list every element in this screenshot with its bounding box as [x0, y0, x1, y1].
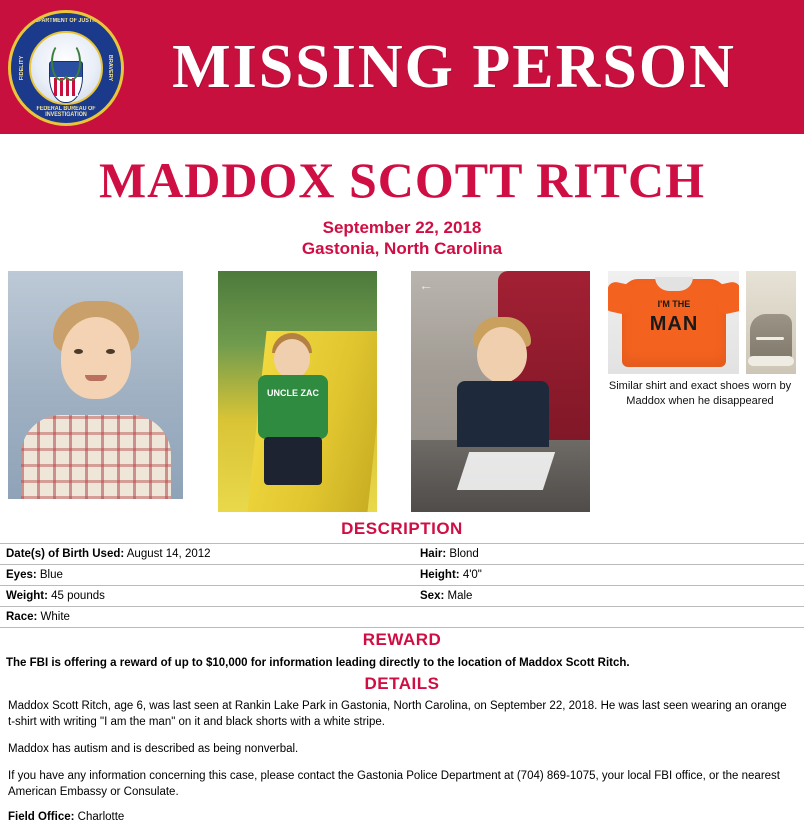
photo-playground-slide: [218, 271, 377, 512]
incident-location: Gastonia, North Carolina: [301, 238, 503, 258]
fbi-seal-icon: [8, 10, 124, 126]
description-cell-hair: [414, 544, 804, 565]
photo-restaurant-booth: [411, 271, 590, 512]
description-value-sex: Male: [447, 590, 473, 602]
description-cell-dob: [0, 544, 414, 565]
seal-inner-disc: [29, 31, 103, 105]
table-row: [0, 586, 804, 607]
field-office: [0, 811, 804, 823]
description-value-eyes: Blue: [39, 569, 63, 581]
booth-photo-face: [477, 327, 527, 383]
description-label-hair: Hair:: [420, 548, 447, 560]
shoe-sole: [748, 356, 794, 366]
seal-right-text: BRAVERY: [107, 54, 113, 82]
field-office-value: Charlotte: [77, 810, 125, 823]
description-label-race: Race:: [6, 611, 38, 623]
description-label-weight: Weight:: [6, 590, 48, 602]
slide-photo-pants: [264, 437, 322, 485]
table-row: [0, 544, 804, 565]
reward-text: The FBI is offering a reward of up to $10,000 for information leading directly to the location of Maddox Scott Ritch.: [6, 657, 630, 669]
description-label-sex: Sex:: [420, 590, 445, 602]
poster-header-banner: [0, 0, 804, 134]
incident-info: [0, 217, 804, 260]
table-row: [0, 565, 804, 586]
photo-shoe: [746, 271, 796, 374]
seal-top-text: DEPARTMENT OF JUSTICE: [30, 18, 102, 24]
description-cell-race: [0, 607, 414, 628]
photo-school-portrait: [8, 271, 183, 499]
details-paragraph-3: If you have any information concerning this case, please contact the Gastonia Police Department at (704) 869-1075, your local FBI office, or the nearest American Embassy or Consulate.: [8, 769, 780, 799]
photo-orange-tshirt: [608, 271, 739, 374]
description-cell-eyes: [0, 565, 414, 586]
field-office-label: Field Office:: [8, 810, 75, 823]
details-body: [0, 698, 804, 801]
slide-photo-shirt-text: UNCLE ZAC: [267, 388, 319, 398]
portrait-plaid-shirt: [21, 415, 171, 499]
portrait-mouth: [85, 375, 107, 381]
booth-photo-shirt: [457, 381, 549, 447]
poster-banner-title: MISSING PERSON: [172, 33, 736, 101]
arrow-icon: ←: [419, 277, 433, 293]
description-cell-weight: [0, 586, 414, 607]
description-value-height: 4'0": [462, 569, 482, 581]
details-paragraph-2: Maddox has autism and is described as being nonverbal.: [8, 742, 299, 755]
description-value-hair: Blond: [449, 548, 479, 560]
description-heading: DESCRIPTION: [341, 519, 463, 538]
details-heading: DETAILS: [364, 673, 440, 693]
details-paragraph-1: Maddox Scott Ritch, age 6, was last seen at Rankin Lake Park in Gastonia, North Carolina, on September 22, 2018. He was last seen wearing an orange t-shirt with writing "I am the man" on it and black shorts with a white stripe.: [8, 699, 787, 729]
photo-gallery: [0, 271, 804, 517]
description-label-eyes: Eyes:: [6, 569, 37, 581]
description-cell-height: [414, 565, 804, 586]
description-cell-empty: [414, 607, 804, 628]
description-table: [0, 543, 804, 628]
reward-heading: REWARD: [362, 630, 442, 649]
description-value-dob: August 14, 2012: [126, 548, 211, 560]
description-cell-sex: [414, 586, 804, 607]
description-value-race: White: [40, 611, 70, 623]
table-row: [0, 607, 804, 628]
tshirt-text-line-2: MAN: [649, 313, 699, 335]
portrait-eye-right: [106, 349, 115, 354]
seal-bottom-text: FEDERAL BUREAU OF INVESTIGATION: [36, 106, 96, 118]
description-value-weight: 45 pounds: [51, 590, 105, 602]
slide-photo-green-shirt: [258, 375, 328, 439]
subject-name: MADDOX SCOTT RITCH: [98, 152, 706, 208]
portrait-eye-left: [74, 349, 83, 354]
description-label-dob: Date(s) of Birth Used:: [6, 548, 125, 560]
incident-date: September 22, 2018: [322, 217, 482, 237]
booth-photo-paper: [457, 452, 555, 490]
photo-caption: Similar shirt and exact shoes worn by Maddox when he disappeared: [608, 380, 792, 407]
description-label-height: Height:: [420, 569, 460, 581]
tshirt-text-line-1: I'M THE: [657, 299, 691, 309]
shoe-lace: [756, 337, 784, 340]
portrait-face: [61, 317, 131, 399]
seal-left-text: FIDELITY: [19, 55, 25, 81]
seal-laurel-right-icon: [61, 43, 81, 81]
slide-photo-face: [274, 339, 310, 379]
